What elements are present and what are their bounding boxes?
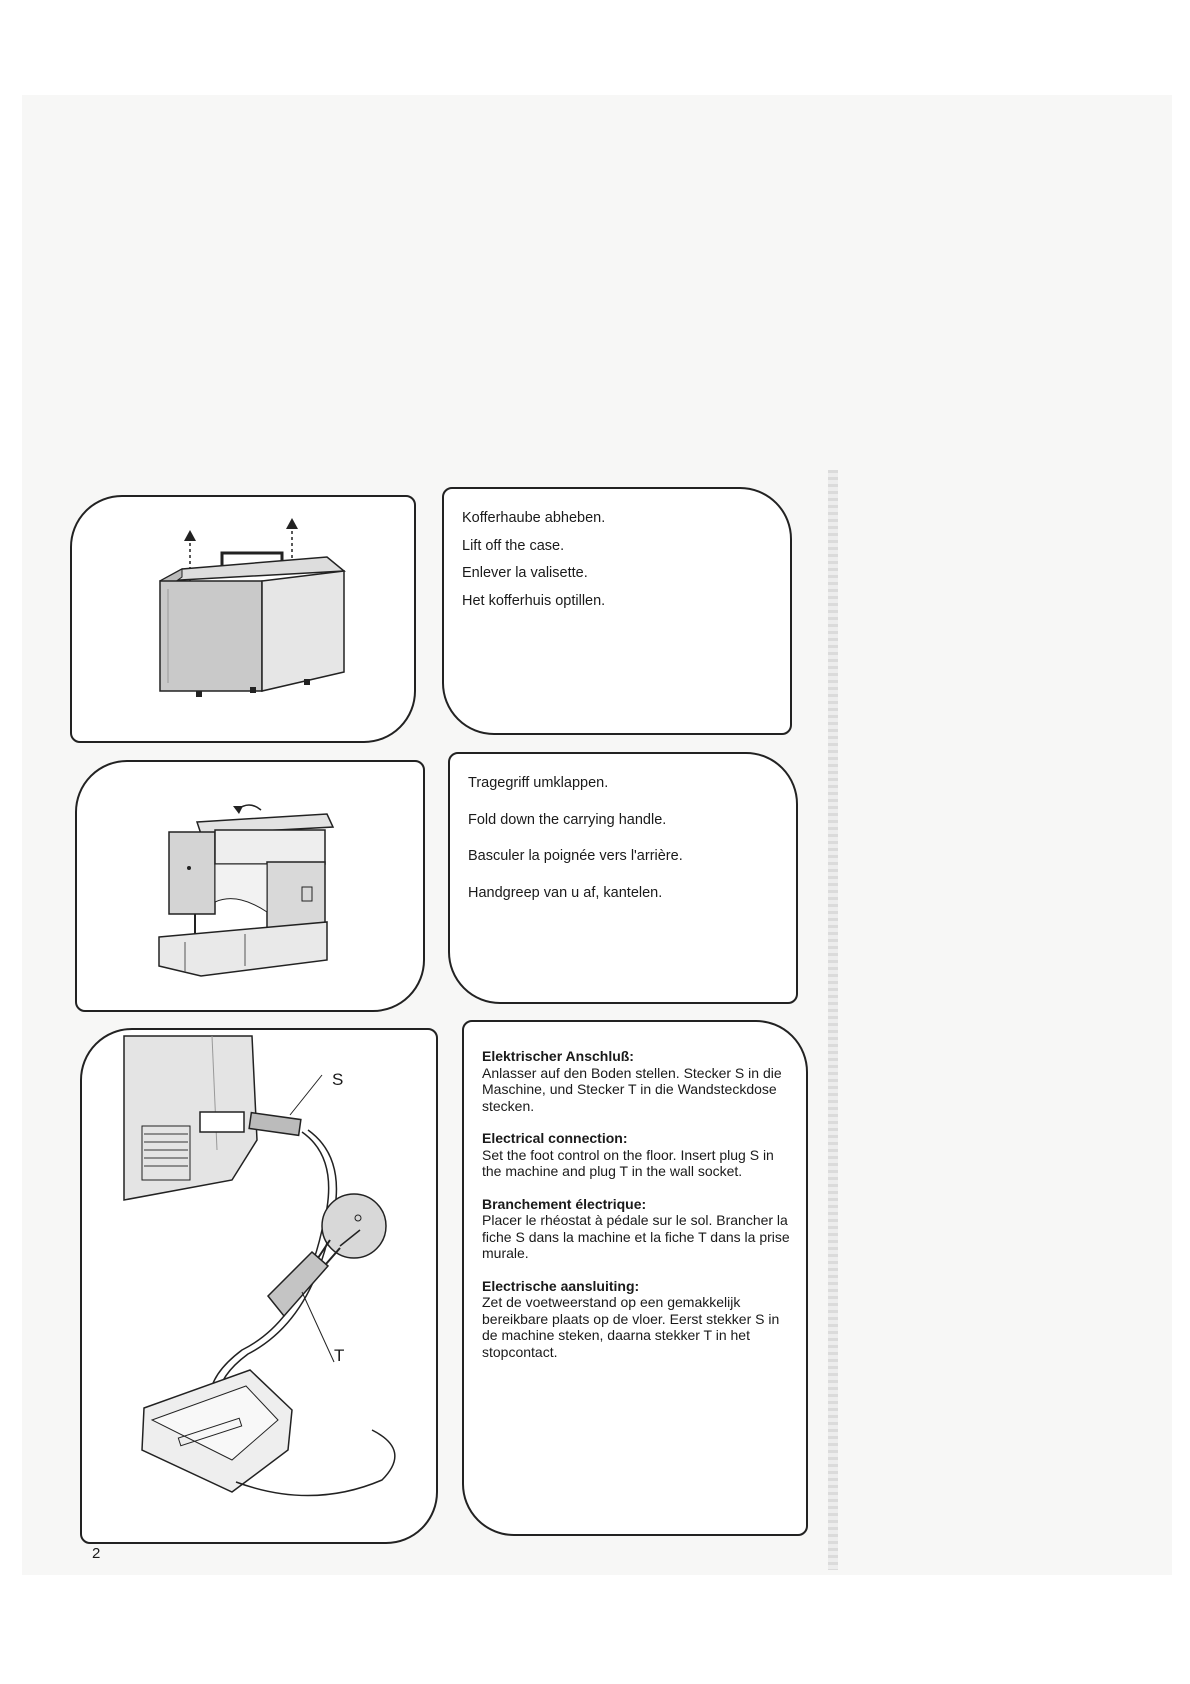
heading-nl: Electrische aansluiting: — [482, 1277, 640, 1294]
line-nl: Het kofferhuis optillen. — [462, 592, 606, 609]
label-t: T — [334, 1346, 345, 1365]
line-nl: Handgreep van u af, kantelen. — [468, 884, 663, 901]
body-en: Set the foot control on the floor. Insert plug S in the machine and plug T in the wall socket. — [482, 1146, 774, 1180]
heading-de: Elektrischer Anschluß: — [482, 1048, 634, 1064]
line-fr: Basculer la poignée vers l'arrière. — [468, 848, 683, 864]
body-fr: Placer le rhéostat à pédale sur le sol. Brancher la fiche S dans la machine et la fiche T dans la prise murale. — [482, 1212, 790, 1262]
page-number: 2 — [92, 1545, 101, 1562]
page-edge-shadow — [828, 470, 838, 1570]
line-en: Fold down the carrying handle. — [468, 811, 667, 828]
foot-control-connection-illustration — [82, 1030, 440, 1546]
fold-handle-instructions-panel — [448, 752, 798, 1004]
lift-case-instructions-panel — [442, 487, 792, 735]
handle-illustration-panel — [75, 760, 425, 1012]
heading-en: Electrical connection: — [482, 1130, 628, 1147]
line-en: Lift off the case. — [462, 537, 565, 554]
body-de: Anlasser auf den Boden stellen. Stecker S in die Maschine, und Stecker T in die Wandsteckdose stecken. — [482, 1064, 782, 1114]
electrical-connection-instructions-panel — [462, 1020, 808, 1536]
line-de: Tragegriff umklappen. — [468, 775, 609, 791]
line-fr: Enlever la valisette. — [462, 565, 588, 581]
line-de: Kofferhaube abheben. — [462, 510, 606, 526]
body-nl: Zet de voetweerstand op een gemakkelijk bereikbare plaats op de vloer. Eerst stekker S in de machine steken, daarna stekker T in het stopcontact. — [482, 1294, 780, 1360]
heading-fr: Branchement électrique: — [482, 1195, 647, 1212]
label-s: S — [332, 1070, 344, 1089]
sewing-machine-case-illustration — [72, 497, 418, 745]
sewing-machine-illustration — [77, 762, 427, 1014]
connection-illustration-panel — [80, 1028, 438, 1544]
case-illustration-panel — [70, 495, 416, 743]
